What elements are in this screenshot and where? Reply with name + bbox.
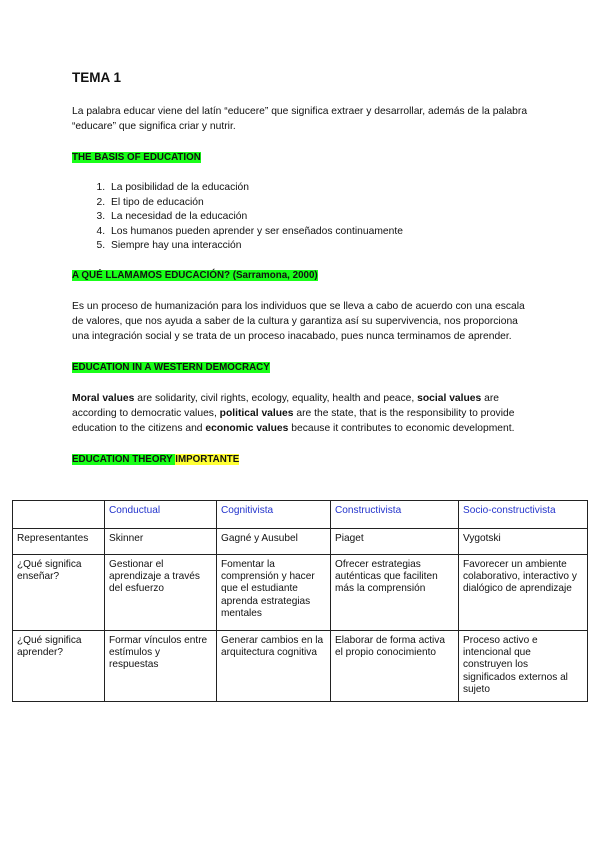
table-cell: Vygotski	[459, 529, 588, 555]
llamamos-paragraph: Es un proceso de humanización para los individuos que se lleva a cabo de acuerdo con una escala de valores, que nos ayuda a saber de la cultura y garantiza así su supervivencia, nos proporciona una integración social y se trata de un proceso inacabado, pues nunca terminamos de aprender.	[72, 300, 525, 342]
column-header: Constructivista	[331, 501, 459, 529]
democracy-paragraph: Moral values are solidarity, civil rights, ecology, equality, health and peace, social values are according to democratic values, political values are the state, that is the responsibility to provide education to the citizens and economic values because it contributes to economic development.	[72, 392, 515, 434]
column-header: Cognitivista	[217, 501, 331, 529]
basis-list	[72, 181, 530, 254]
list-item: 4. Los humanos pueden aprender y ser enseñados continuamente	[108, 225, 530, 240]
table-cell: Favorecer un ambiente colaborativo, interactivo y dialógico de aprendizaje	[459, 555, 588, 631]
table-cell: Generar cambios en la arquitectura cognitiva	[217, 631, 331, 702]
intro-paragraph: La palabra educar viene del latín “educere” que significa extraer y desarrollar, además de la palabra “educare” que significa criar y nutrir.	[72, 106, 528, 132]
llamamos-heading: A QUÉ LLAMAMOS EDUCACIÓN? (Sarramona, 2000)	[72, 269, 318, 281]
table-header-row	[13, 501, 588, 529]
moral-values-term: Moral values	[72, 392, 135, 404]
document-page	[72, 70, 530, 483]
democracy-heading: EDUCATION IN A WESTERN DEMOCRACY	[72, 361, 270, 373]
list-item: 2. El tipo de educación	[108, 196, 530, 211]
table-cell: Elaborar de forma activa el propio conocimiento	[331, 631, 459, 702]
row-header: Representantes	[13, 529, 105, 555]
list-item: 3. La necesidad de la educación	[108, 210, 530, 225]
row-header: ¿Qué significa aprender?	[13, 631, 105, 702]
table-cell: Fomentar la comprensión y hacer que el estudiante aprenda estrategias mentales	[217, 555, 331, 631]
social-values-term: social values	[417, 392, 482, 404]
political-values-term: political values	[219, 407, 294, 419]
table-cell: Formar vínculos entre estímulos y respuestas	[105, 631, 217, 702]
column-header: Conductual	[105, 501, 217, 529]
table-cell: Skinner	[105, 529, 217, 555]
page-title: TEMA 1	[72, 70, 122, 85]
list-item: 1. La posibilidad de la educación	[108, 181, 530, 196]
table-row	[13, 555, 588, 631]
table-cell: Ofrecer estrategias auténticas que faciliten más la comprensión	[331, 555, 459, 631]
theory-heading: EDUCATION THEORY IMPORTANTE	[72, 453, 240, 465]
table-cell: Proceso activo e intencional que construyen los significados externos al sujeto	[459, 631, 588, 702]
basis-heading: THE BASIS OF EDUCATION	[72, 152, 201, 163]
list-item: 5. Siempre hay una interacción	[108, 239, 530, 254]
table-corner-cell	[13, 501, 105, 529]
table-row	[13, 631, 588, 702]
economic-values-term: economic values	[205, 422, 289, 434]
column-header: Socio-constructivista	[459, 501, 588, 529]
table-row	[13, 529, 588, 555]
row-header: ¿Qué significa enseñar?	[13, 555, 105, 631]
education-theory-table	[12, 500, 588, 702]
table-cell: Piaget	[331, 529, 459, 555]
table-cell: Gestionar el aprendizaje a través del esfuerzo	[105, 555, 217, 631]
table-cell: Gagné y Ausubel	[217, 529, 331, 555]
